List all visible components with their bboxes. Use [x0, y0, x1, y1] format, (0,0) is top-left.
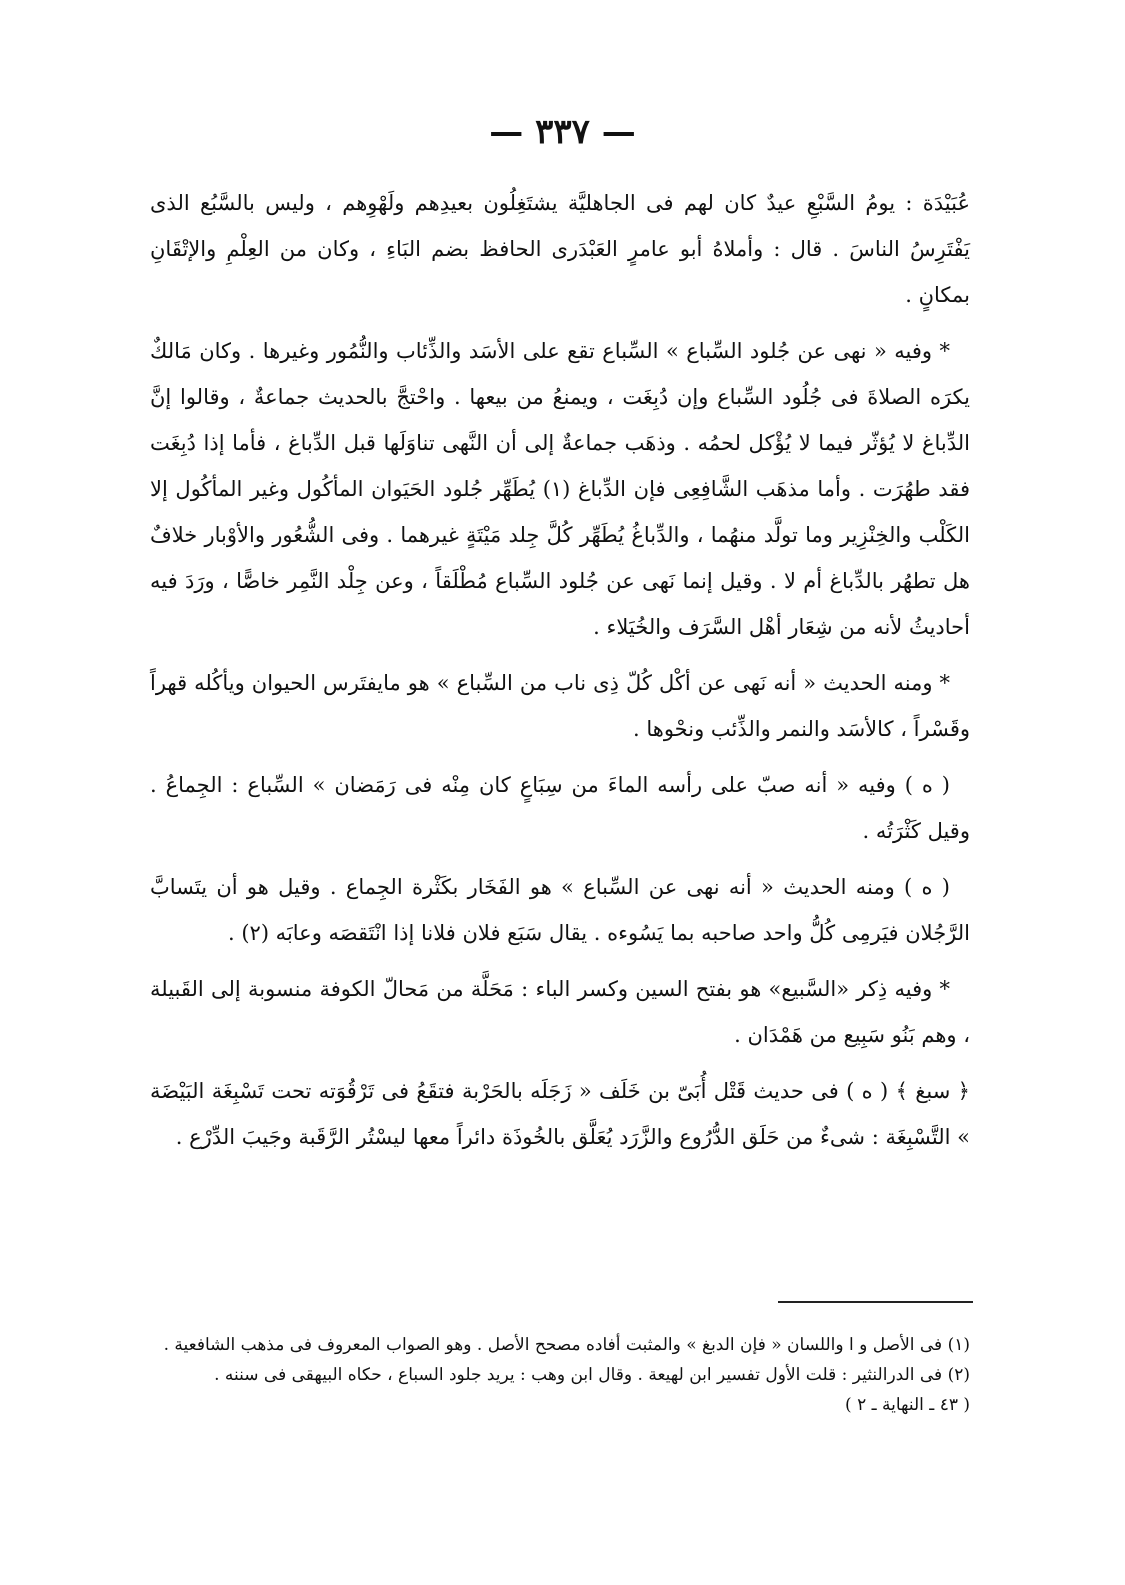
footnote-1: (١) فى الأصل و ا واللسان « فإن الدبغ » والمثبت أفاده مصحح الأصل . وهو الصواب المعروف فى مذهب الشافعية . [163, 1335, 970, 1355]
paragraph-julud-al-siba: * وفيه « نهى عن جُلود السِّباع » السِّباع تقع على الأسَد والذِّئاب والنُّمُور وغيرها . وكان مَالكٌ يكرَه الصلاةَ فى جُلُود السِّباع وإن دُبِغَت ، ويمنعُ من بيعها . واحْتجَّ بالحديث جماعةٌ ، وقالوا إنَّ الدِّباغ لا يُؤثّر فيما لا يُؤْكل لحمُه . وذهَب جماعةٌ إلى أن النَّهى تناوَلَها قبل الدِّباغ ، فأما إذا دُبِغَت فقد طهُرَت . وأما مذهَب الشَّافِعِى فإن الدِّباغ (١) يُطَهِّر جُلود الحَيَوان المأكُول وغير المأكُول إلا الكَلْب والخِنْزِير وما تولَّد منهُما ، والدِّباغُ يُطَهِّر كُلَّ جِلد مَيْتَةٍ غيرهما . وفى الشُّعُور والأوْبار خلافٌ هل تطهُر بالدِّباغ أم لا . وقيل إنما نَهى عن جُلود السِّباع مُطْلَقاً ، وعن جِلْد النَّمِر خاصًّا ، ورَدَ فيه أحاديثُ لأنه من شِعَار أهْل السَّرَف والخُيَلاء . [150, 339, 970, 639]
footnote-divider [778, 1301, 973, 1303]
main-text [150, 180, 970, 1170]
footnote-2: (٢) فى الدرالنثير : قلت الأول تفسير ابن لهيعة . وقال ابن وهب : يريد جلود السباع ، حكاه البيهقى فى سننه . [214, 1365, 970, 1385]
paragraph-dhi-nab: * ومنه الحديث « أنه نَهى عن أكْل كُلّ ذِى ناب من السِّباع » هو مايفتَرس الحيوان ويأكُله قهراً وقَسْراً ، كالأسَد والنمر والذِّئب ونحْوها . [150, 671, 970, 741]
paragraph-sabi: * وفيه ذِكر «السَّبيع» هو بفتح السين وكسر الباء : مَحَلَّة من مَحالّ الكوفة منسوبة إلى القَبيلة ، وهم بَنُو سَبِيع من هَمْدَان . [150, 977, 970, 1047]
footnotes [150, 1330, 970, 1420]
page-number: — ٣٣٧ — [489, 112, 636, 152]
paragraph-siba-ramadan: ( ه ) وفيه « أنه صبّ على رأسه الماءَ من سِبَاعٍ كان مِنْه فى رَمَضان » السِّباع : الجِماعُ . وقيل كَثْرَتُه . [150, 773, 970, 843]
signature-mark: ( ٤٣ ـ النهاية ـ ٢ ) [845, 1395, 970, 1415]
paragraph-nahy-siba: ( ه ) ومنه الحديث « أنه نهى عن السِّباع » هو الفَخَار بكَثْرة الجِماع . وقيل هو أن يتَسابَّ الرَّجُلان فيَرمِى كُلُّ واحد صاحبه بما يَسُوءه . يقال سَبَع فلان فلانا إذا انْتَقصَه وعابَه (٢) . [150, 875, 970, 945]
paragraph-sabgh-entry: ﴿ سبغ ﴾ ( ه ) فى حديث قَتْل أُبَىّ بن خَلَف « زَجَلَه بالحَرْبة فتقَعُ فى تَرْقُوَته تحت تَسْبِغَة البَيْضَة » التَّسْبِغَة : شىءٌ من حَلَق الدُّرُوع والزَّرَد يُعَلَّق بالخُوذَة دائراً معها ليسْتُر الرَّقَبة وجَيبَ الدِّرْع . [150, 1079, 970, 1149]
paragraph-ubayda: عُبَيْدَة : يومُ السَّبْعِ عيدٌ كان لهم فى الجاهليَّة يشتَغِلُون بعيدِهم ولَهْوِهم ، وليس بالسَّبُع الذى يَفْتَرِسُ الناسَ . قال : وأملاهُ أبو عامرٍ العَبْدَرى الحافظ بضم البَاءِ ، وكان من العِلْمِ والإتْقَانِ بمكانٍ . [150, 191, 970, 307]
